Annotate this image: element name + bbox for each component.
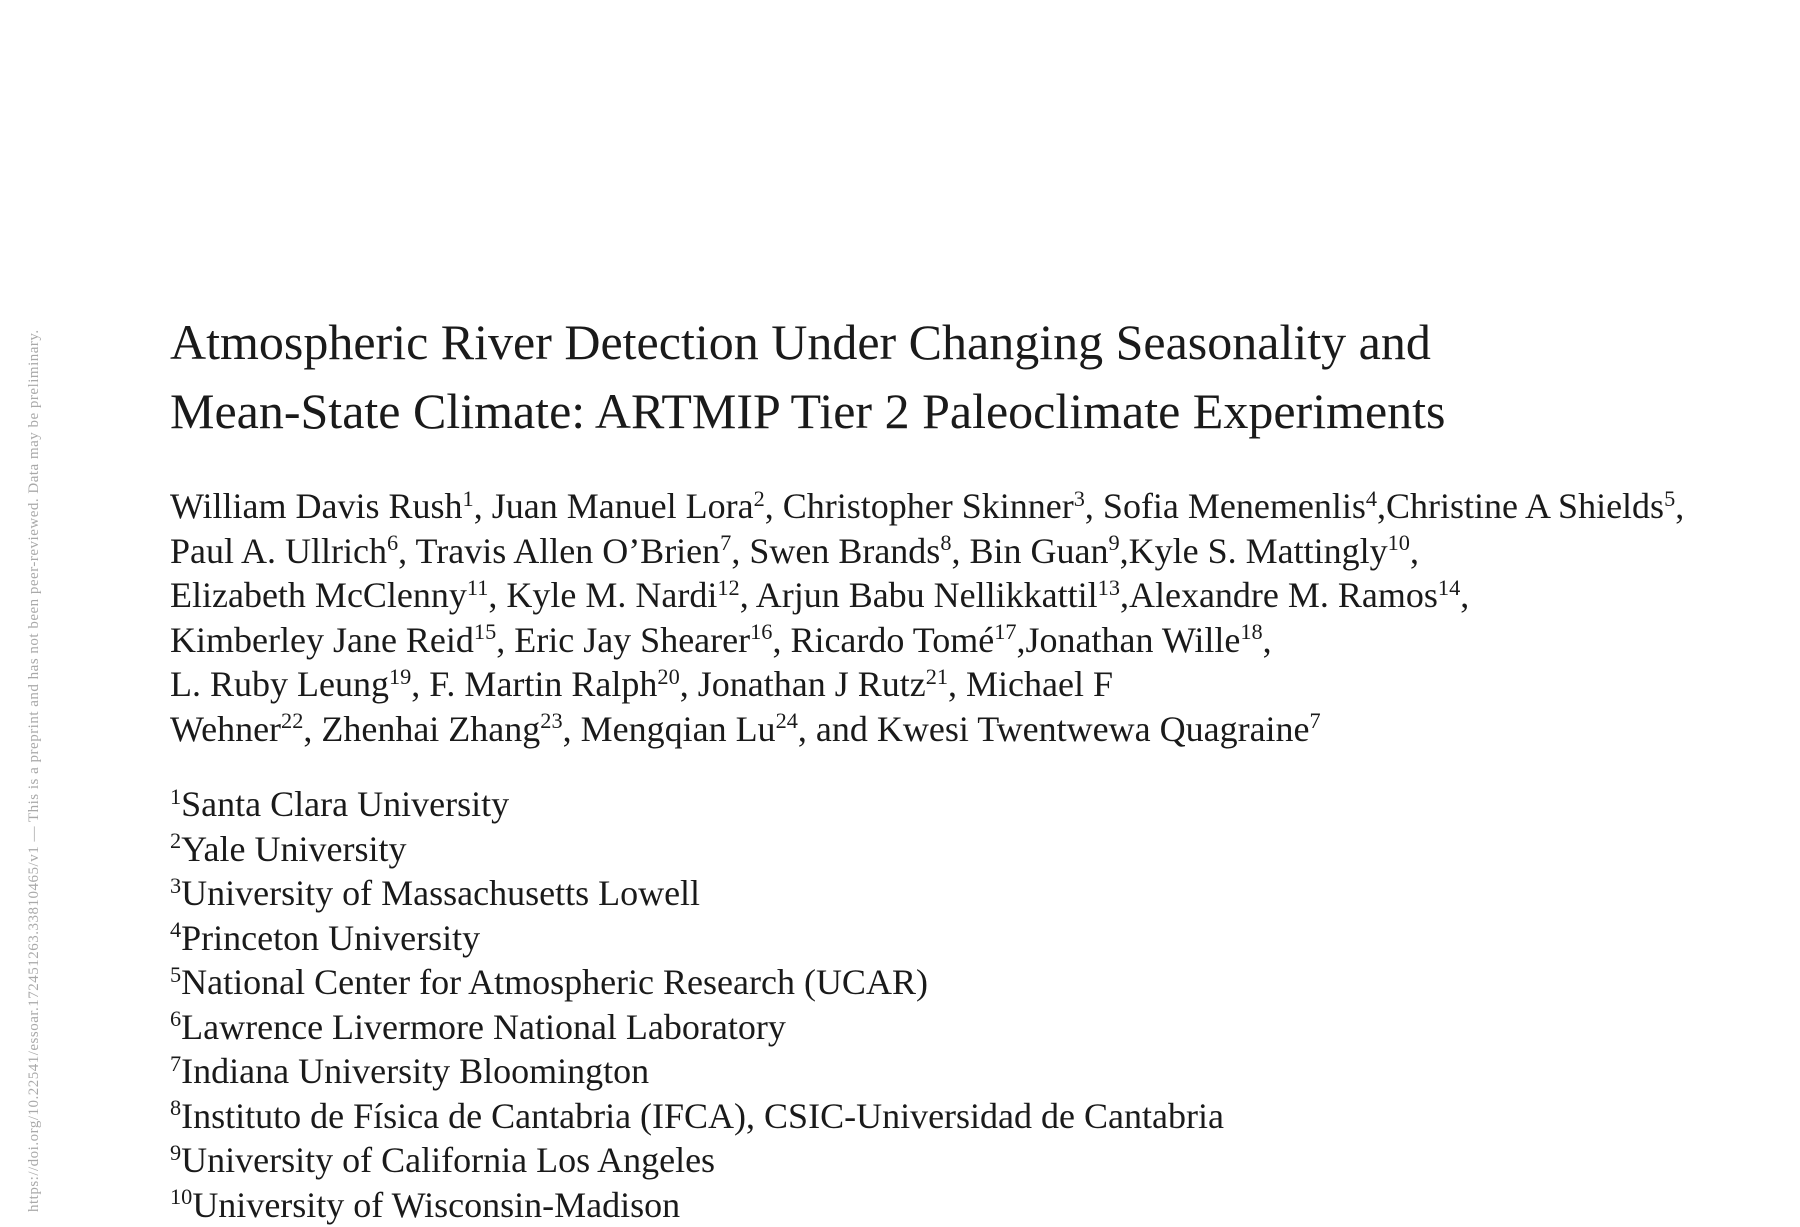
author-name: Zhenhai Zhang [321, 709, 540, 749]
author-name: Mengqian Lu [581, 709, 776, 749]
author-name: Ricardo Tomé [790, 620, 994, 660]
author-name: Sofia Menemenlis [1103, 486, 1366, 526]
affiliation-item [170, 916, 1224, 961]
author: Kyle S. Mattingly$^{10}$, [1129, 531, 1419, 571]
affiliation-name: University of Massachusetts Lowell [181, 873, 700, 913]
author-name: Jonathan J Rutz [698, 664, 926, 704]
preprint-watermark: https://doi.org/10.22541/essoar.172451263.33810465/v1 — This is a preprint and has not been peer-reviewed. Data may be preliminary. [26, 329, 43, 1212]
affiliation-item [170, 827, 1224, 872]
author-affiliation-mark: 11 [467, 575, 488, 600]
author: Paul A. Ullrich$^6$, [170, 531, 416, 571]
affiliation-number: 8 [170, 1095, 181, 1120]
author-affiliation-mark: 7 [720, 530, 731, 555]
affiliation-item [170, 1094, 1224, 1139]
author-line [170, 529, 1770, 574]
affiliation-name: Indiana University Bloomington [181, 1051, 649, 1091]
author-affiliation-mark: 8 [940, 530, 951, 555]
author-affiliation-mark: 20 [657, 664, 679, 689]
author-name: Kimberley Jane Reid [170, 620, 474, 660]
affiliation-item [170, 1183, 1224, 1227]
affiliation-number: 10 [170, 1184, 192, 1209]
author: Eric Jay Shearer$^{16}$, [514, 620, 790, 660]
author-affiliation-mark: 5 [1664, 486, 1675, 511]
author-name: Kyle M. Nardi [506, 575, 717, 615]
author: Mengqian Lu$^{24}$, and [581, 709, 877, 749]
author-name: Alexandre M. Ramos [1129, 575, 1438, 615]
title-line-2: Mean-State Climate: ARTMIP Tier 2 Paleoclimate Experiments [170, 377, 1730, 446]
title-line-1: Atmospheric River Detection Under Changing Seasonality and [170, 308, 1730, 377]
author-line [170, 707, 1770, 752]
affiliation-name: Santa Clara University [181, 784, 509, 824]
author-name: Christine A Shields [1386, 486, 1664, 526]
author [966, 664, 1113, 704]
author-affiliation-mark: 15 [474, 619, 496, 644]
affiliation-number: 6 [170, 1006, 181, 1031]
author-name: Christopher Skinner [783, 486, 1074, 526]
author-name: Wehner [170, 709, 281, 749]
author-name: Bin Guan [969, 531, 1108, 571]
affiliation-name: University of Wisconsin-Madison [192, 1185, 680, 1225]
author-affiliation-mark: 18 [1240, 619, 1262, 644]
affiliation-item [170, 960, 1224, 1005]
author: Jonathan J Rutz$^{21}$, [698, 664, 966, 704]
author: Alexandre M. Ramos$^{14}$, [1129, 575, 1469, 615]
affiliation-number: 2 [170, 828, 181, 853]
author-name: Juan Manuel Lora [492, 486, 754, 526]
affiliation-item [170, 1138, 1224, 1183]
author: Zhenhai Zhang$^{23}$, [321, 709, 580, 749]
author-affiliation-mark: 16 [750, 619, 772, 644]
author: Juan Manuel Lora$^2$, [492, 486, 783, 526]
author-affiliation-mark: 13 [1098, 575, 1120, 600]
author-name: Travis Allen O’Brien [416, 531, 721, 571]
affiliation-number: 3 [170, 873, 181, 898]
author-line [170, 618, 1770, 663]
author: Jonathan Wille$^{18}$, [1026, 620, 1272, 660]
author: Wehner$^{22}$, [170, 709, 321, 749]
author: Swen Brands$^8$, [749, 531, 969, 571]
author-affiliation-mark: 10 [1388, 530, 1410, 555]
author-line [170, 484, 1770, 529]
author-name: Kwesi Twentwewa Quagraine [877, 709, 1310, 749]
author-affiliation-mark: 12 [717, 575, 739, 600]
author-list [170, 484, 1770, 751]
author-affiliation-mark: 3 [1074, 486, 1085, 511]
affiliation-name: Instituto de Física de Cantabria (IFCA), CSIC-Universidad de Cantabria [181, 1096, 1224, 1136]
author: Christine A Shields$^5$, [1386, 486, 1684, 526]
author: Kimberley Jane Reid$^{15}$, [170, 620, 514, 660]
author-affiliation-mark: 17 [994, 619, 1016, 644]
affiliation-name: Lawrence Livermore National Laboratory [181, 1007, 786, 1047]
author-affiliation-mark: 7 [1310, 708, 1321, 733]
author: Ricardo Tomé$^{17}$, [790, 620, 1025, 660]
author-name: Paul A. Ullrich [170, 531, 387, 571]
author-name: Arjun Babu Nellikkattil [756, 575, 1098, 615]
author: Christopher Skinner$^3$, [783, 486, 1103, 526]
author-affiliation-mark: 23 [540, 708, 562, 733]
author-name: Elizabeth McClenny [170, 575, 467, 615]
author: Travis Allen O’Brien$^7$, [416, 531, 750, 571]
affiliation-number: 9 [170, 1140, 181, 1165]
author-affiliation-mark: 4 [1366, 486, 1377, 511]
author-name: Swen Brands [749, 531, 940, 571]
author-affiliation-mark: 9 [1108, 530, 1119, 555]
author-name: Jonathan Wille [1026, 620, 1241, 660]
affiliation-number: 1 [170, 784, 181, 809]
affiliation-name: Princeton University [181, 918, 480, 958]
author-name: Eric Jay Shearer [514, 620, 750, 660]
affiliation-number: 4 [170, 917, 181, 942]
author: L. Ruby Leung$^{19}$, [170, 664, 429, 704]
author-name: Michael F [966, 664, 1113, 704]
author-affiliation-mark: 2 [754, 486, 765, 511]
author-name: L. Ruby Leung [170, 664, 389, 704]
affiliation-number: 7 [170, 1051, 181, 1076]
author: Arjun Babu Nellikkattil$^{13}$, [756, 575, 1129, 615]
affiliation-item [170, 871, 1224, 916]
affiliation-name: National Center for Atmospheric Research (UCAR) [181, 962, 928, 1002]
paper-title [170, 308, 1730, 446]
author-name: Kyle S. Mattingly [1129, 531, 1388, 571]
author-affiliation-mark: 19 [389, 664, 411, 689]
author: William Davis Rush$^1$, [170, 486, 492, 526]
affiliation-list [170, 782, 1224, 1227]
author-line [170, 662, 1770, 707]
author-affiliation-mark: 24 [776, 708, 798, 733]
affiliation-name: Yale University [181, 829, 406, 869]
author-affiliation-mark: 14 [1438, 575, 1460, 600]
affiliation-item [170, 782, 1224, 827]
author-affiliation-mark: 6 [387, 530, 398, 555]
affiliation-item [170, 1049, 1224, 1094]
author-affiliation-mark: 1 [463, 486, 474, 511]
author-affiliation-mark: 22 [281, 708, 303, 733]
author: F. Martin Ralph$^{20}$, [429, 664, 697, 704]
affiliation-name: University of California Los Angeles [181, 1140, 715, 1180]
author-name: F. Martin Ralph [429, 664, 657, 704]
affiliation-number: 5 [170, 962, 181, 987]
author-name: William Davis Rush [170, 486, 463, 526]
author: Bin Guan$^9$, [969, 531, 1128, 571]
author-affiliation-mark: 21 [926, 664, 948, 689]
author: Elizabeth McClenny$^{11}$, [170, 575, 506, 615]
affiliation-item [170, 1005, 1224, 1050]
author: Kyle M. Nardi$^{12}$, [506, 575, 755, 615]
author-line [170, 573, 1770, 618]
author [877, 709, 1321, 749]
author: Sofia Menemenlis$^4$, [1103, 486, 1386, 526]
